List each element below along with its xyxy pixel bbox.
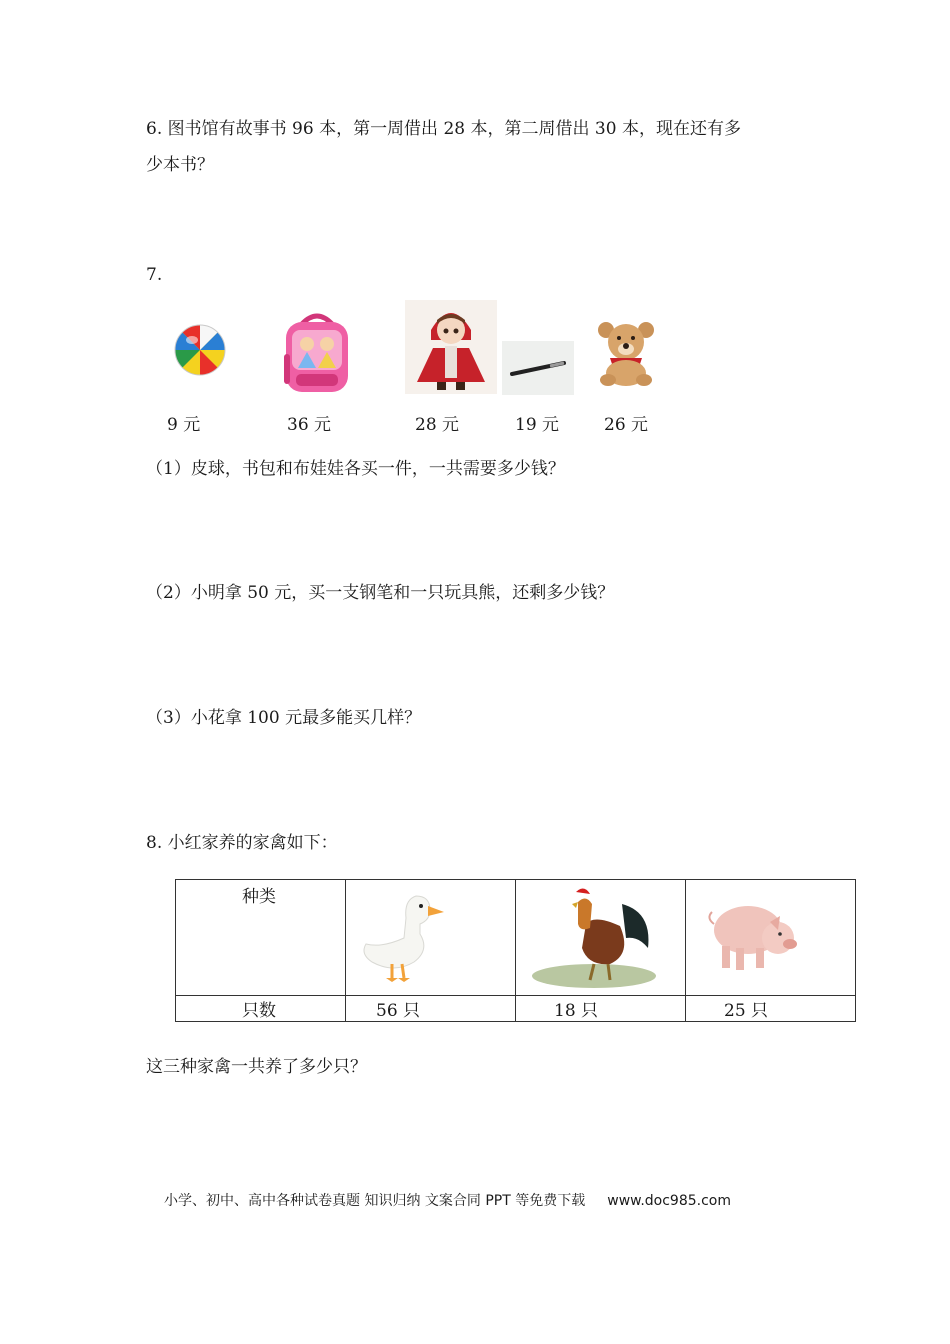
q8-question: 这三种家禽一共养了多少只？ [146,1057,367,1077]
q6-line2: 少本书？ [146,155,214,175]
backpack-icon [280,310,354,394]
rooster-count-cell [516,996,686,1022]
count-label-cell [176,996,346,1022]
table-row [176,996,856,1022]
duck-count: 56 只 [376,1001,421,1021]
price-bear: 26 元 [604,415,649,435]
rooster-cell [516,880,686,996]
q7-sub1: （1）皮球，书包和布娃娃各买一件，一共需要多少钱？ [146,459,565,479]
q8-intro: 8. 小红家养的家禽如下： [146,833,338,853]
rooster-icon [528,884,660,990]
duck-count-cell [346,996,516,1022]
price-backpack: 36 元 [287,415,332,435]
q6-line1: 6. 图书馆有故事书 96 本，第一周借出 28 本，第二周借出 30 本，现在还有多 [146,119,741,139]
table-row [176,880,856,996]
price-ball: 9 元 [167,415,201,435]
q7-sub2: （2）小明拿 50 元，买一支钢笔和一只玩具熊，还剩多少钱？ [146,583,615,603]
rooster-count: 18 只 [554,1001,599,1021]
footer [164,1190,731,1210]
price-pen: 19 元 [515,415,560,435]
pig-icon [706,886,802,980]
fountain-pen-icon [502,341,574,395]
duck-icon [358,890,448,986]
pig-cell [686,880,856,996]
poultry-table [175,879,856,1022]
teddy-bear-icon [592,318,660,388]
footer-text: 小学、初中、高中各种试卷真题 知识归纳 文案合同 PPT 等免费下载 [164,1193,586,1209]
header-label: 种类 [242,887,276,907]
pig-count: 25 只 [724,1001,769,1021]
q7-number: 7. [146,265,163,285]
doll-icon [405,300,497,394]
duck-cell [346,880,516,996]
pig-count-cell [686,996,856,1022]
count-label: 只数 [242,1001,276,1021]
price-doll: 28 元 [415,415,460,435]
q7-sub3: （3）小花拿 100 元最多能买几样？ [146,708,422,728]
header-cell [176,880,346,996]
footer-url[interactable]: www.doc985.com [607,1193,731,1209]
beach-ball-icon [172,322,228,378]
